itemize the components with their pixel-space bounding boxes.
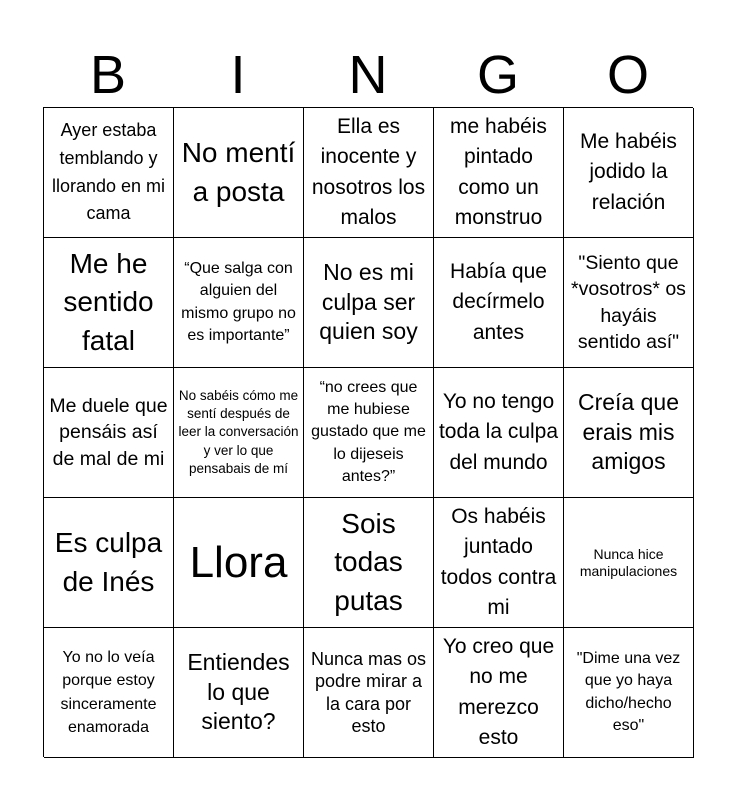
bingo-cell[interactable] bbox=[174, 498, 304, 628]
cell-text: No es mi culpa ser quien soy bbox=[319, 258, 418, 345]
bingo-cell[interactable] bbox=[44, 108, 174, 238]
bingo-cell[interactable] bbox=[434, 498, 564, 628]
bingo-cell[interactable] bbox=[434, 238, 564, 368]
bingo-cell[interactable] bbox=[304, 108, 434, 238]
cell-text: Yo no lo veía porque estoy sinceramente enamorada bbox=[60, 649, 157, 736]
bingo-header bbox=[43, 42, 693, 108]
bingo-cell[interactable] bbox=[564, 238, 694, 368]
header-letter-g: G bbox=[476, 45, 519, 105]
cell-text: "Siento que *vosotros* os hayáis sentido así" bbox=[571, 251, 686, 353]
cell-text: Había que decírmelo antes bbox=[450, 259, 547, 344]
cell-text: Llora bbox=[189, 537, 288, 587]
bingo-cell[interactable] bbox=[304, 628, 434, 758]
bingo-cell[interactable] bbox=[564, 628, 694, 758]
bingo-cell[interactable] bbox=[564, 498, 694, 628]
bingo-cell[interactable] bbox=[44, 238, 174, 368]
cell-text: Yo creo que no me merezco esto bbox=[442, 634, 555, 749]
bingo-cell[interactable] bbox=[174, 628, 304, 758]
bingo-cell[interactable] bbox=[44, 628, 174, 758]
cell-text: Creía que erais mis amigos bbox=[577, 388, 679, 475]
header-letter-i: I bbox=[230, 45, 246, 105]
bingo-cell[interactable] bbox=[44, 368, 174, 498]
bingo-cell[interactable] bbox=[434, 628, 564, 758]
bingo-cell[interactable] bbox=[304, 368, 434, 498]
bingo-cell[interactable] bbox=[174, 368, 304, 498]
cell-text: Es culpa de Inés bbox=[54, 526, 163, 597]
bingo-cell[interactable] bbox=[174, 108, 304, 238]
cell-text: Me he sentido fatal bbox=[63, 247, 154, 356]
cell-text: Me duele que pensáis así de mal de mi bbox=[49, 395, 168, 470]
header-letter-b: B bbox=[89, 45, 127, 105]
bingo-card-grid bbox=[43, 107, 693, 757]
bingo-cell[interactable] bbox=[304, 498, 434, 628]
cell-text: “Que salga con alguien del mismo grupo no es importante” bbox=[181, 259, 296, 344]
header-letter-o: O bbox=[606, 45, 649, 105]
bingo-cell[interactable] bbox=[44, 498, 174, 628]
cell-text: Ayer estaba temblando y llorando en mi cama bbox=[51, 119, 166, 224]
cell-text: Yo no tengo toda la culpa del mundo bbox=[438, 389, 559, 474]
bingo-cell[interactable] bbox=[434, 108, 564, 238]
cell-text: Os habéis juntado todos contra mi bbox=[440, 504, 557, 619]
cell-text: Entiendes lo que siento? bbox=[187, 648, 290, 735]
cell-text: Sois todas putas bbox=[334, 507, 403, 616]
header-letter-n: N bbox=[348, 45, 388, 105]
bingo-cell[interactable] bbox=[304, 238, 434, 368]
cell-text: No mentí a posta bbox=[181, 136, 296, 207]
bingo-cell[interactable] bbox=[564, 368, 694, 498]
bingo-cell[interactable] bbox=[434, 368, 564, 498]
cell-text: "Dime una vez que yo haya dicho/hecho eso" bbox=[576, 649, 681, 734]
cell-text: Nunca mas os podre mirar a la cara por esto bbox=[310, 648, 427, 736]
cell-text: No sabéis cómo me sentí después de leer la conversación y ver lo que pensabais de mí bbox=[178, 387, 299, 476]
cell-text: me habéis pintado como un monstruo bbox=[450, 114, 547, 229]
cell-text: “no crees que me hubiese gustado que me lo dijeseis antes?” bbox=[311, 378, 426, 486]
cell-text: Ella es inocente y nosotros los malos bbox=[311, 114, 426, 229]
bingo-cell[interactable] bbox=[564, 108, 694, 238]
bingo-cell[interactable] bbox=[174, 238, 304, 368]
cell-text: Nunca hice manipulaciones bbox=[579, 545, 678, 579]
cell-text: Me habéis jodido la relación bbox=[580, 129, 677, 214]
